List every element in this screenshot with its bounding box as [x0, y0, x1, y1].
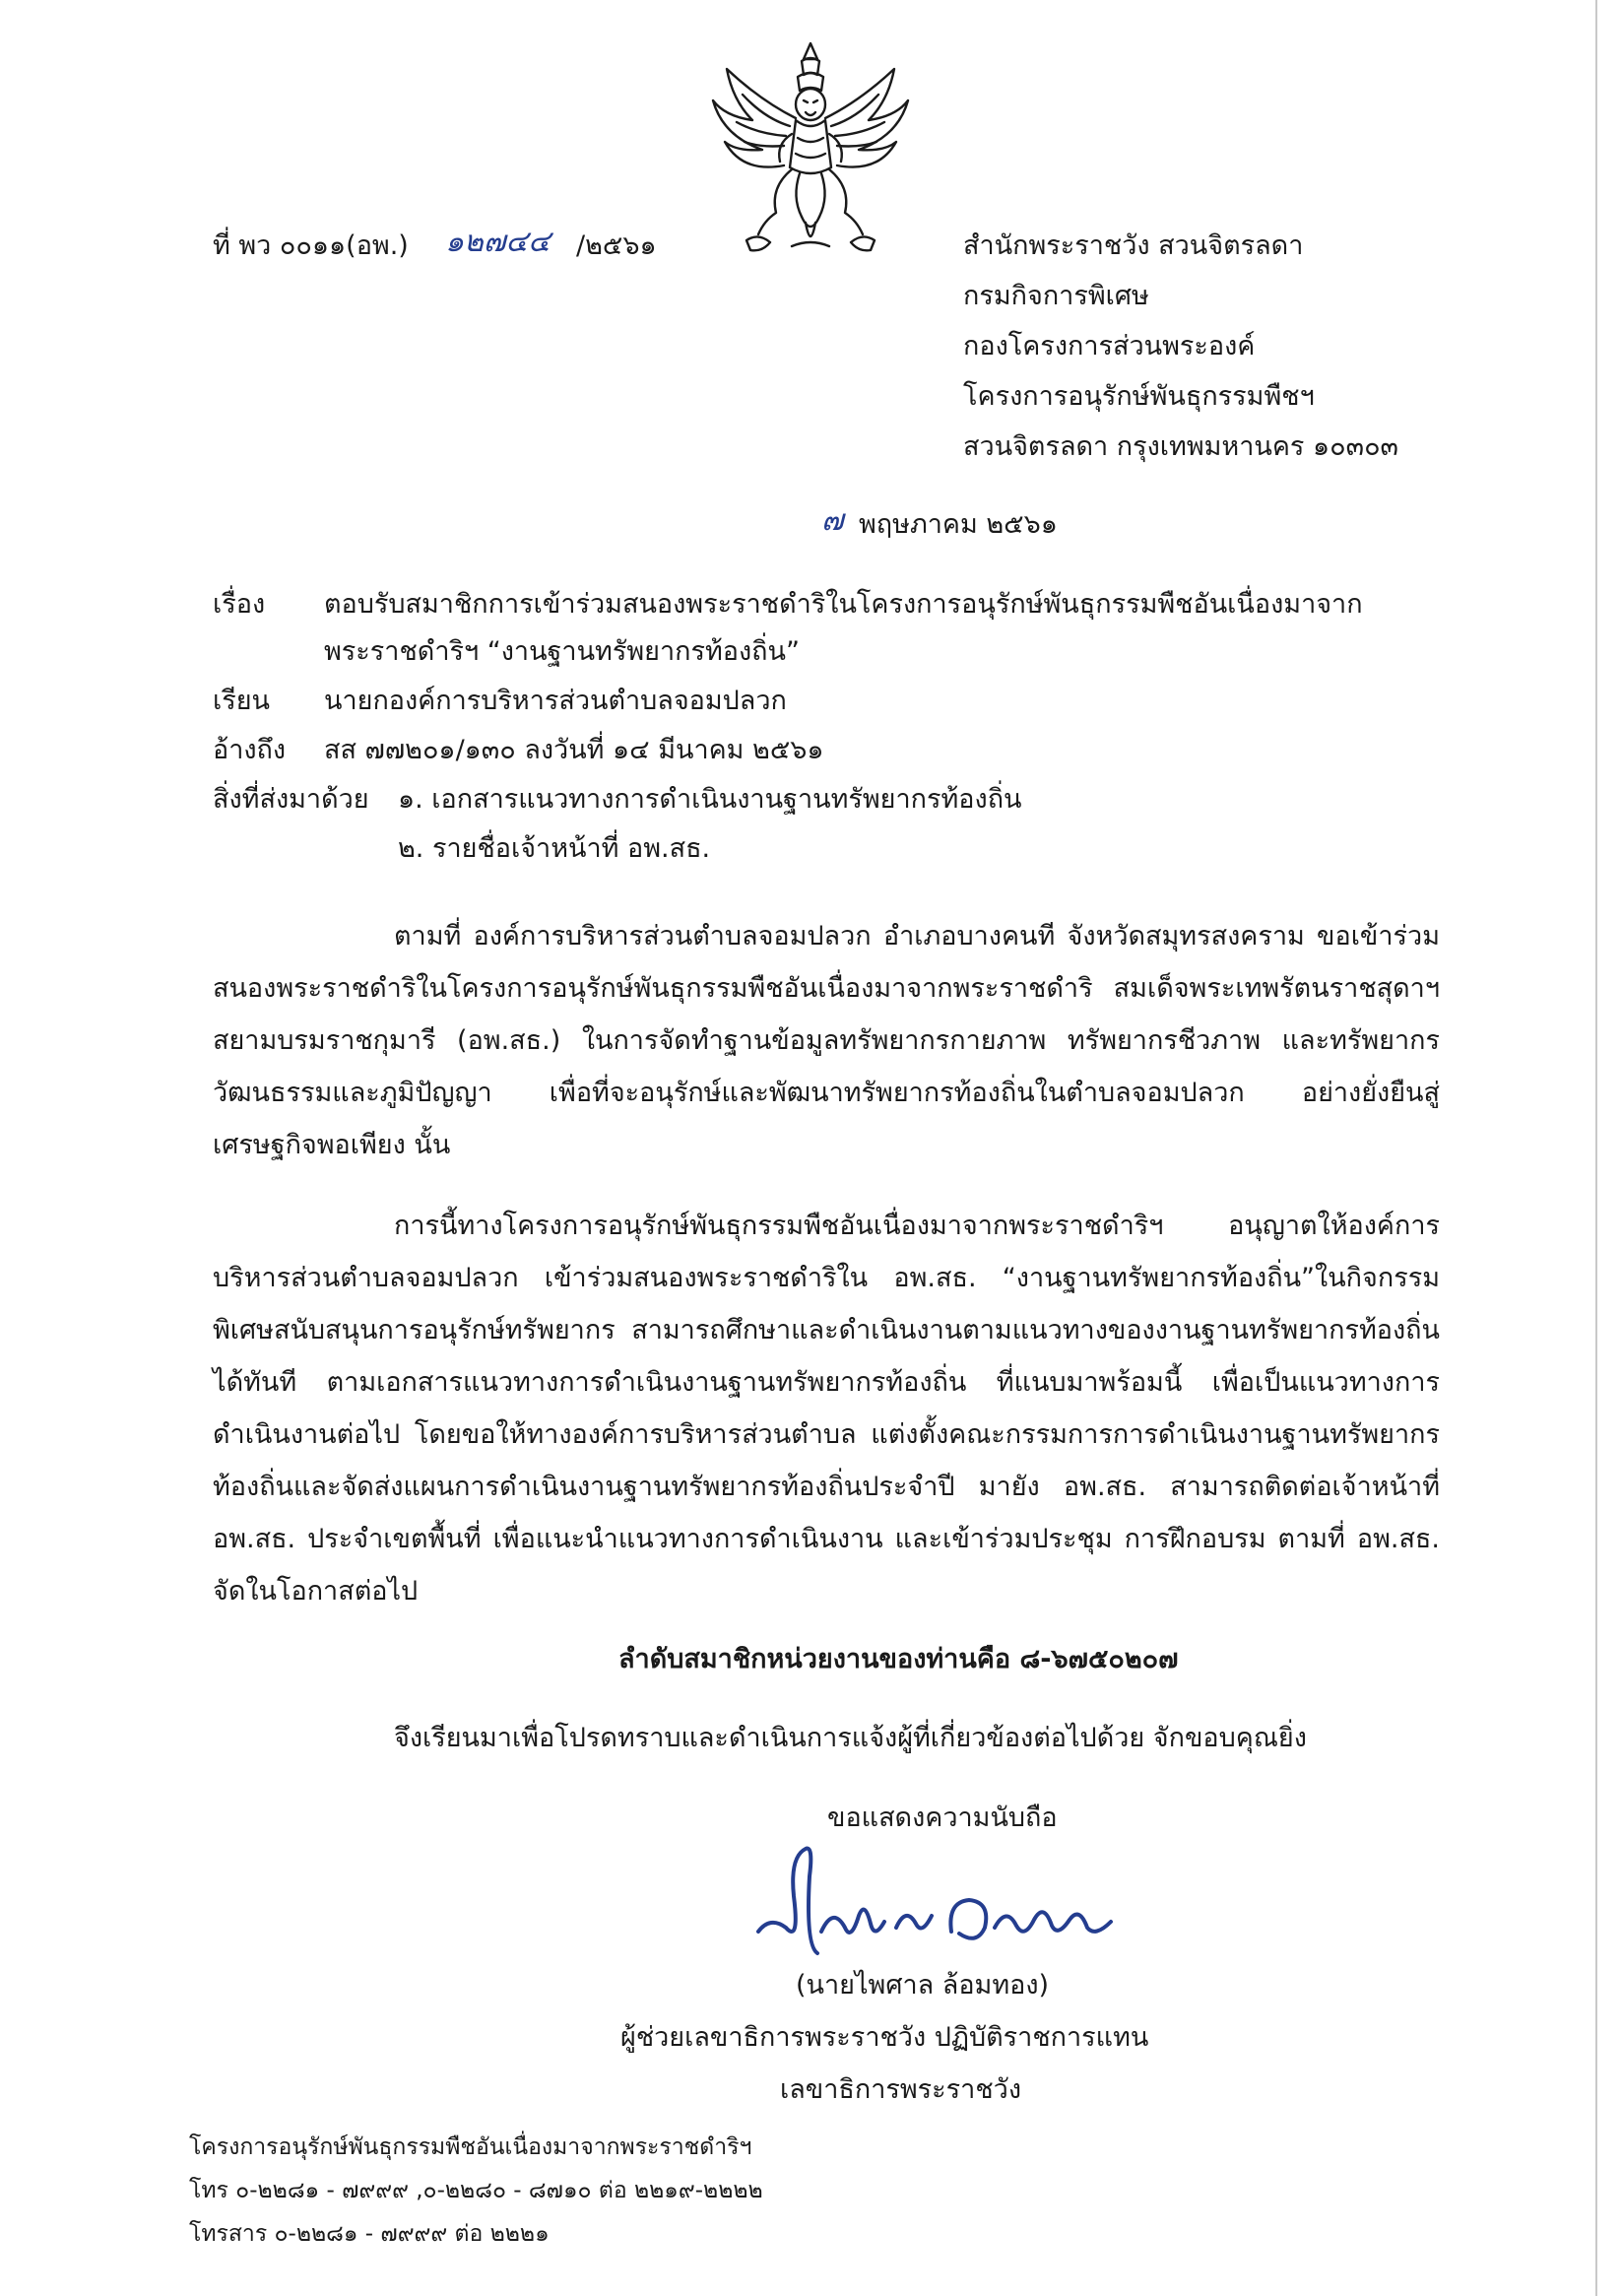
- footer-phone: โทร ๐-๒๒๘๑ - ๗๙๙๙ ,๐-๒๒๘๐ - ๘๗๑๐ ต่อ ๒๒๑๙-๒๒๒๒: [189, 2178, 763, 2203]
- salutation-value: นายกองค์การบริหารส่วนตำบลจอมปลวก: [324, 686, 787, 716]
- member-number: ลำดับสมาชิกหน่วยงานของท่านคือ ๘-๖๗๕๐๒๐๗: [618, 1644, 1179, 1674]
- reference-prefix: ที่ พว ๐๐๑๑(อพ.): [213, 230, 409, 261]
- footer-fax: โทรสาร ๐-๒๒๘๑ - ๗๙๙๙ ต่อ ๒๒๒๑: [189, 2221, 550, 2247]
- regards: ขอแสดงความนับถือ: [827, 1803, 1058, 1833]
- signatory-title: เลขาธิการพระราชวัง: [780, 2074, 1022, 2105]
- body-paragraph: การนี้ทางโครงการอนุรักษ์พันธุกรรมพืชอันเนื่องมาจากพระราชดำริฯ อนุญาตให้องค์การบริหารส่วนตำบลจอมปลวก เข้าร่วมสนองพระราชดำริใน อพ.สธ. “งานฐานทรัพยากรท้องถิ่น”ในกิจกรรมพิเศษสนับสนุนการอนุรักษ์ทรัพยากร สามารถศึกษาและดำเนินงานตามแนวทางของงานฐานทรัพยากรท้องถิ่นได้ทันที ตามเอกสารแนวทางการดำเนินงานฐานทรัพยากรท้องถิ่น ที่แนบมาพร้อมนี้ เพื่อเป็นแนวทางการดำเนินงานต่อไป โดยขอให้ทางองค์การบริหารส่วนตำบล แต่งตั้งคณะกรรมการการดำเนินงานฐานทรัพยากรท้องถิ่นและจัดส่งแผนการดำเนินงานฐานทรัพยากรท้องถิ่นประจำปี มายัง อพ.สธ. สามารถติดต่อเจ้าหน้าที่ อพ.สธ. ประจำเขตพื้นที่ เพื่อแนะนำแนวทางการดำเนินงาน และเข้าร่วมประชุม การฝึกอบรม ตามที่ อพ.สธ. จัดในโอกาสต่อไป: [213, 1211, 1440, 1607]
- date-day-handwritten: ๗: [821, 503, 844, 538]
- subject-line: พระราชดำริฯ “งานฐานทรัพยากรท้องถิ่น”: [324, 636, 800, 667]
- page-edge-line: [1595, 0, 1597, 2296]
- address-line: สวนจิตรลดา กรุงเทพมหานคร ๑๐๓๐๓: [963, 431, 1399, 462]
- address-line: กรมกิจการพิเศษ: [963, 281, 1149, 311]
- garuda-emblem-icon: [707, 39, 914, 260]
- salutation-label: เรียน: [213, 686, 271, 716]
- body-paragraph: ตามที่ องค์การบริหารส่วนตำบลจอมปลวก อำเภอบางคนที จังหวัดสมุทรสงคราม ขอเข้าร่วมสนองพระราชดำริในโครงการอนุรักษ์พันธุกรรมพืชอันเนื่องมาจากพระราชดำริ สมเด็จพระเทพรัตนราชสุดาฯ สยามบรมราชกุมารี (อพ.สธ.) ในการจัดทำฐานข้อมูลทรัพยากรกายภาพ ทรัพยากรชีวภาพ และทรัพยากรวัฒนธรรมและภูมิปัญญา เพื่อที่จะอนุรักษ์และพัฒนาทรัพยากรท้องถิ่นในตำบลจอมปลวก อย่างยั่งยืนสู่เศรษฐกิจพอเพียง นั้น: [213, 921, 1440, 1160]
- reference-label: อ้างถึง: [213, 735, 287, 765]
- address-line: กองโครงการส่วนพระองค์: [963, 331, 1256, 361]
- subject-line: ตอบรับสมาชิกการเข้าร่วมสนองพระราชดำริในโครงการอนุรักษ์พันธุกรรมพืชอันเนื่องมาจาก: [324, 589, 1363, 620]
- enclosure-item: ๒. รายชื่อเจ้าหน้าที่ อพ.สธ.: [398, 833, 711, 864]
- reference-year: /๒๕๖๑: [576, 230, 657, 261]
- signature-image: [748, 1837, 1123, 1975]
- date-month-year: พฤษภาคม ๒๕๖๑: [859, 509, 1058, 540]
- footer-project: โครงการอนุรักษ์พันธุกรรมพืชอันเนื่องมาจากพระราชดำริฯ: [189, 2134, 752, 2160]
- address-line: โครงการอนุรักษ์พันธุกรรมพืชฯ: [963, 381, 1315, 412]
- signatory-name: (นายไพศาล ล้อมทอง): [796, 1970, 1050, 2001]
- address-line: สำนักพระราชวัง สวนจิตรลดา: [963, 230, 1304, 261]
- closing-sentence: จึงเรียนมาเพื่อโปรดทราบและดำเนินการแจ้งผู้ที่เกี่ยวข้องต่อไปด้วย จักขอบคุณยิ่ง: [394, 1723, 1307, 1753]
- enclosure-label: สิ่งที่ส่งมาด้วย: [213, 784, 369, 815]
- signatory-title: ผู้ช่วยเลขาธิการพระราชวัง ปฏิบัติราชการแทน: [620, 2022, 1149, 2053]
- reference-value: สส ๗๗๒๐๑/๑๓๐ ลงวันที่ ๑๔ มีนาคม ๒๕๖๑: [324, 735, 824, 765]
- subject-label: เรื่อง: [213, 589, 266, 620]
- enclosure-item: ๑. เอกสารแนวทางการดำเนินงานฐานทรัพยากรท้องถิ่น: [398, 784, 1022, 815]
- reference-number-handwritten: ๑๒๗๔๔: [445, 225, 551, 259]
